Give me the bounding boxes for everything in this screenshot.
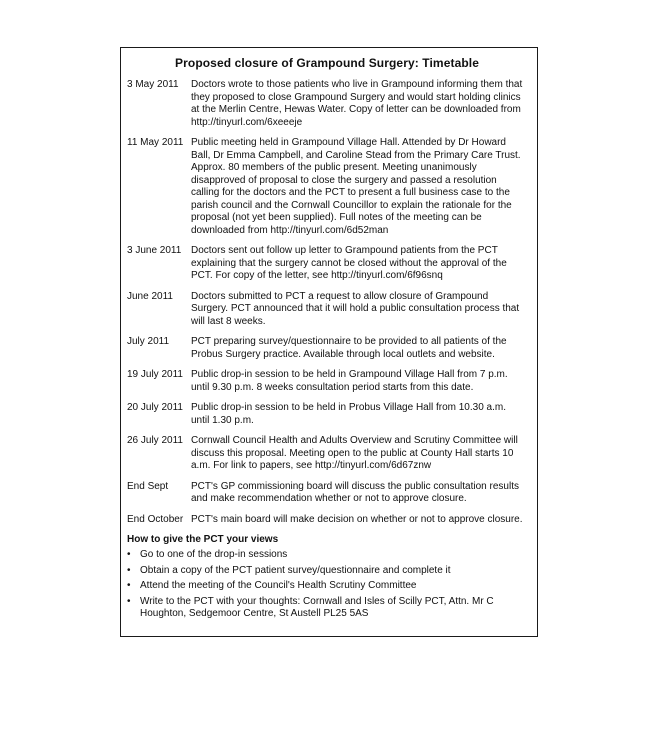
- entry-description: PCT's main board will make decision on whether or not to approve closure.: [191, 513, 523, 525]
- entry-date: 19 July 2011: [127, 369, 183, 380]
- timetable-entry: [127, 336, 527, 361]
- entry-date: End Sept: [127, 480, 169, 492]
- entry-description: Public drop-in session to be held in Probus Village Hall from 10.30 a.m. until 1.30 p.m.: [191, 402, 506, 426]
- timetable-entry: [127, 402, 527, 427]
- entry-date: End October: [127, 513, 184, 525]
- entry-description: PCT preparing survey/questionnaire to be provided to all patients of the Probus Surgery practice. Available through local outlets and website.: [191, 336, 507, 360]
- timetable-entry: [127, 137, 527, 237]
- views-list-item: [127, 580, 527, 593]
- views-list-item: [127, 596, 527, 621]
- timetable-entry: [127, 514, 527, 527]
- timetable-entry: [127, 481, 527, 506]
- timetable-list: [127, 79, 527, 526]
- bullet-icon: •: [127, 580, 131, 591]
- views-heading: How to give the PCT your views: [127, 534, 279, 545]
- views-item-text: Write to the PCT with your thoughts: Cornwall and Isles of Scilly PCT, Attn. Mr C Houghton, Sedgemoor Centre, St Austell PL25 5AS: [140, 595, 494, 619]
- entry-date: 3 June 2011: [127, 245, 182, 256]
- entry-date: 26 July 2011: [127, 435, 183, 446]
- entry-description: Doctors sent out follow up letter to Grampound patients from the PCT explaining that the surgery cannot be closed without the approval of the PCT. For copy of the letter, see http://tinyurl.com/6f96snq: [191, 245, 507, 281]
- entry-date: July 2011: [127, 336, 170, 347]
- entry-description: Cornwall Council Health and Adults Overview and Scrutiny Committee will discuss this proposal. Meeting open to the public at County Hall starts 10 a.m. For link to papers, see http://tinyurl.com/6d67znw: [191, 435, 518, 471]
- timetable-entry: [127, 79, 527, 129]
- timetable-entry: [127, 369, 527, 394]
- entry-date: 3 May 2011: [127, 79, 179, 90]
- views-item-text: Attend the meeting of the Council's Health Scrutiny Committee: [140, 580, 417, 591]
- entry-description: Doctors wrote to those patients who live in Grampound informing them that they proposed to close Grampound Surgery and would start holding clinics at the Merlin Centre, Hewas Water. Copy of letter can be downloaded from http://tinyurl.com/6xeeeje: [191, 79, 523, 128]
- entry-description: PCT's GP commissioning board will discuss the public consultation results and make recommendation whether or not to approve closure.: [191, 480, 519, 504]
- views-list-item: [127, 549, 527, 562]
- timetable-entry: [127, 291, 527, 329]
- views-item-text: Obtain a copy of the PCT patient survey/questionnaire and complete it: [140, 564, 451, 576]
- views-list-item: [127, 565, 527, 578]
- entry-description: Public drop-in session to be held in Grampound Village Hall from 7 p.m. until 9.30 p.m. 8 weeks consultation period starts from this date.: [191, 369, 508, 393]
- views-item-text: Go to one of the drop-in sessions: [140, 549, 288, 560]
- timetable-document: [120, 47, 538, 637]
- entry-date: 11 May 2011: [127, 137, 184, 148]
- bullet-icon: •: [127, 564, 131, 576]
- entry-date: June 2011: [127, 290, 173, 302]
- bullet-icon: •: [127, 549, 131, 560]
- bullet-icon: •: [127, 595, 131, 607]
- entry-date: 20 July 2011: [127, 402, 183, 413]
- timetable-entry: [127, 245, 527, 283]
- entry-description: Public meeting held in Grampound Village Hall. Attended by Dr Howard Ball, Dr Emma Campbell, and Caroline Stead from the Primary Care Trust. Approx. 80 members of the public present. Meeting unanimously disapproved of proposal to close the surgery and passed a resolution calling for the doctors and the PCT to present a full business case to the parish council and the Cornwall Councillor to explain the rationale for the proposal (not yet been supplied). Full notes of the meeting can be downloaded from http://tinyurl.com/6d52man: [191, 137, 521, 236]
- document-title: Proposed closure of Grampound Surgery: Timetable: [175, 56, 479, 70]
- timetable-entry: [127, 435, 527, 473]
- views-list: [127, 549, 527, 621]
- entry-description: Doctors submitted to PCT a request to allow closure of Grampound Surgery. PCT announced that it will hold a public consultation process that will last 8 weeks.: [191, 290, 520, 327]
